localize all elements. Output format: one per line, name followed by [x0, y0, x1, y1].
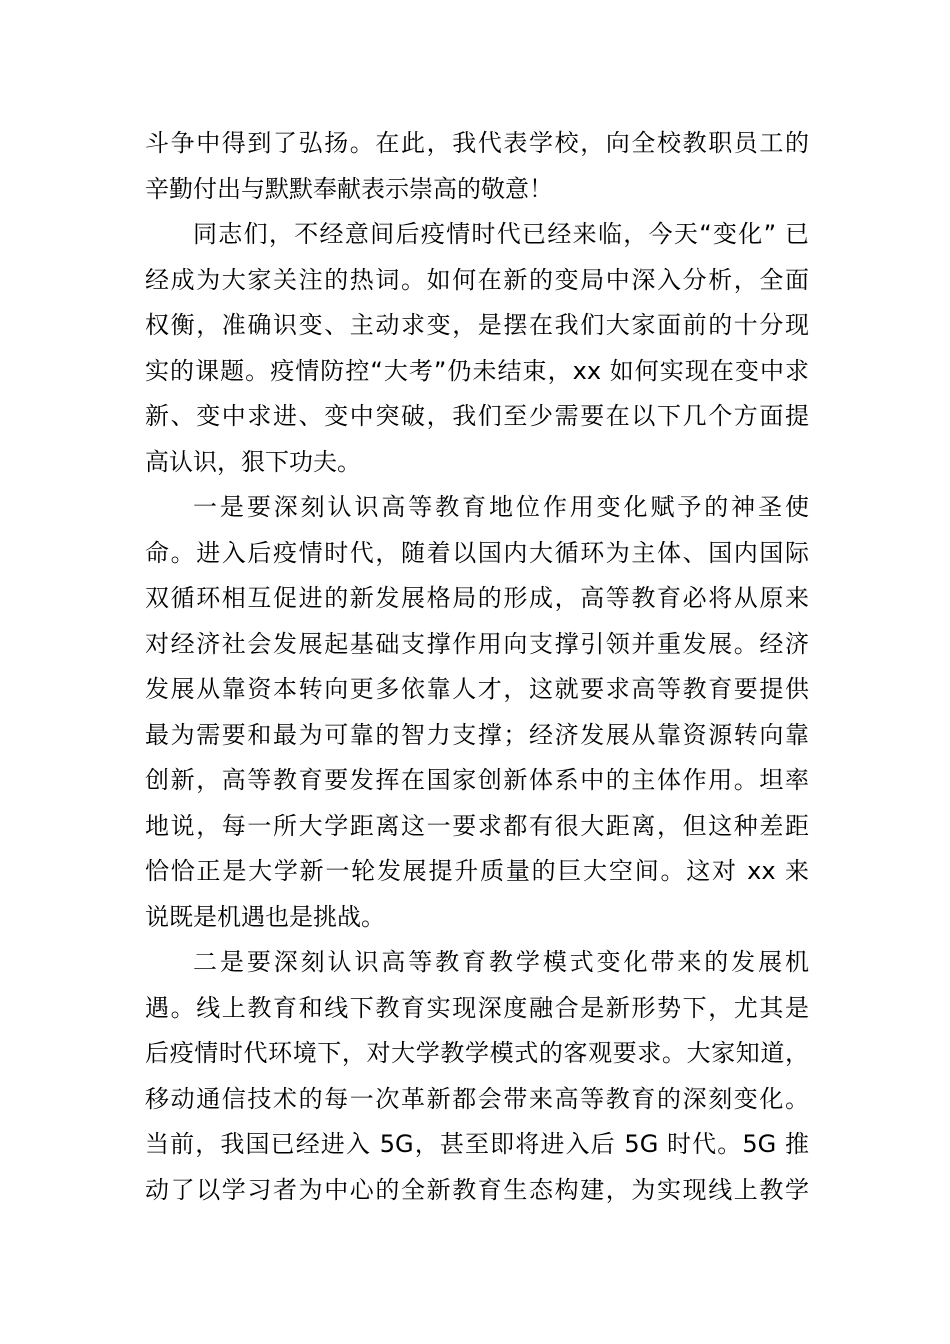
text-line-10: 命。进入后疫情时代，随着以国内大循环为主体、国内国际	[145, 538, 809, 567]
text-line-13: 发展从靠资本转向更多依靠人才，这就要求高等教育要提供	[145, 675, 809, 703]
text-line-20: 遇。线上教育和线下教育实现深度融合是新形势下，尤其是	[145, 993, 809, 1022]
text-line-16: 地说，每一所大学距离这一要求都有很大距离，但这种差距	[145, 811, 809, 840]
text-line-9: 一是要深刻认识高等教育地位作用变化赋予的神圣使	[193, 493, 809, 521]
text-line-24: 动了以学习者为中心的全新教育生态构建，为实现线上教学	[145, 1175, 809, 1204]
text-line-8: 高认识，狠下功夫。	[145, 447, 361, 476]
text-line-19: 二是要深刻认识高等教育教学模式变化带来的发展机	[193, 948, 809, 976]
text-line-12: 对经济社会发展起基础支撑作用向支撑引领并重发展。经济	[145, 629, 809, 658]
text-line-1: 斗争中得到了弘扬。在此，我代表学校，向全校教职员工的	[145, 129, 809, 157]
text-line-3: 同志们，不经意间后疫情时代已经来临，今天“变化” 已	[193, 220, 809, 248]
text-line-21: 后疫情时代环境下，对大学教学模式的客观要求。大家知道，	[145, 1039, 809, 1067]
text-line-5: 权衡，准确识变、主动求变，是摆在我们大家面前的十分现	[145, 311, 809, 339]
text-line-2: 辛勤付出与默默奉献表示崇高的敬意！	[145, 174, 553, 203]
text-line-14: 最为需要和最为可靠的智力支撑；经济发展从靠资源转向靠	[145, 720, 809, 749]
body-text	[145, 121, 809, 1213]
text-line-7: 新、变中求进、变中突破，我们至少需要在以下几个方面提	[145, 402, 809, 430]
text-line-23: 当前，我国已经进入 5G，甚至即将进入后 5G 时代。5G 推	[145, 1130, 809, 1158]
text-line-18: 说既是机遇也是挑战。	[145, 902, 385, 931]
text-line-4: 经成为大家关注的热词。如何在新的变局中深入分析，全面	[145, 265, 809, 294]
text-line-15: 创新，高等教育要发挥在国家创新体系中的主体作用。坦率	[145, 766, 809, 794]
text-line-22: 移动通信技术的每一次革新都会带来高等教育的深刻变化。	[145, 1084, 809, 1113]
text-line-11: 双循环相互促进的新发展格局的形成，高等教育必将从原来	[145, 584, 809, 612]
text-line-6: 实的课题。疫情防控“大考”仍未结束，xx 如何实现在变中求	[145, 356, 809, 385]
text-line-17: 恰恰正是大学新一轮发展提升质量的巨大空间。这对 xx 来	[145, 857, 809, 885]
